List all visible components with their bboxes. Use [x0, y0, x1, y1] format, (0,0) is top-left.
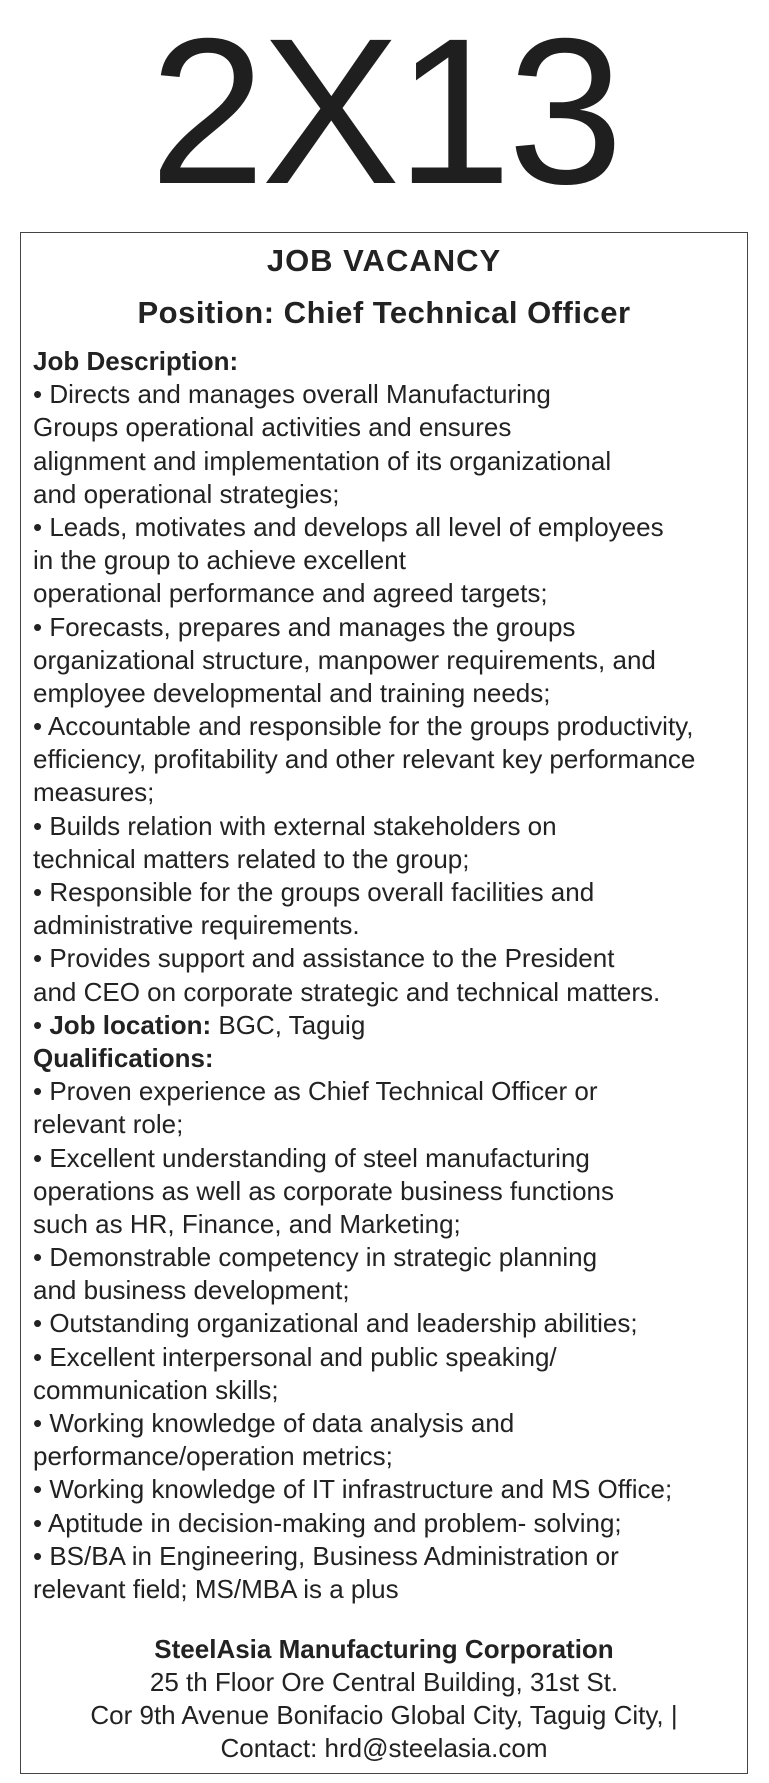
job-description-line: • Directs and manages overall Manufacturing — [33, 379, 551, 410]
job-location-bullet: • — [33, 1009, 43, 1040]
job-description-list — [33, 378, 737, 1009]
job-description-line: efficiency, profitability and other relevant key performance — [33, 744, 696, 775]
job-description-heading: Job Description: — [33, 346, 239, 376]
job-description-line: measures; — [33, 777, 155, 808]
contact-email: Contact: hrd@steelasia.com — [220, 1733, 548, 1763]
job-description-line: • Provides support and assistance to the President — [33, 943, 615, 974]
job-ad-box — [20, 232, 748, 1774]
job-description-line: administrative requirements. — [33, 910, 360, 941]
qualification-line: operations as well as corporate business functions — [33, 1175, 614, 1206]
company-address-line-1: 25 th Floor Ore Central Building, 31st St. — [149, 1667, 619, 1697]
qualification-line: relevant role; — [33, 1109, 184, 1140]
job-description-line: organizational structure, manpower requirements, and — [33, 644, 656, 675]
qualification-line: • Excellent interpersonal and public speaking/ — [33, 1341, 557, 1372]
qualifications-list — [33, 1075, 737, 1606]
qualification-line: • Excellent understanding of steel manufacturing — [33, 1142, 590, 1173]
job-description-line: and CEO on corporate strategic and technical matters. — [33, 976, 661, 1007]
position-title: Position: Chief Technical Officer — [137, 295, 631, 330]
qualification-line: • Outstanding organizational and leadership abilities; — [33, 1308, 638, 1339]
job-description-line: technical matters related to the group; — [33, 843, 470, 874]
job-description-line: operational performance and agreed targets; — [33, 578, 548, 609]
qualifications-heading: Qualifications: — [33, 1042, 214, 1073]
qualification-line: • BS/BA in Engineering, Business Administration or — [33, 1540, 619, 1571]
company-name: SteelAsia Manufacturing Corporation — [154, 1634, 614, 1664]
job-description-line: • Builds relation with external stakeholders on — [33, 810, 557, 841]
job-location-label: Job location: — [49, 1009, 212, 1040]
qualification-line: • Demonstrable competency in strategic planning — [33, 1242, 598, 1273]
job-description-line: • Leads, motivates and develops all level of employees — [33, 511, 664, 542]
qualification-line: • Working knowledge of data analysis and — [33, 1408, 515, 1438]
job-description-line: employee developmental and training needs; — [33, 677, 551, 708]
qualification-line: such as HR, Finance, and Marketing; — [33, 1208, 461, 1239]
job-description-line: Groups operational activities and ensures — [33, 412, 512, 443]
qualification-line: • Working knowledge of IT infrastructure and MS Office; — [33, 1474, 673, 1505]
job-location-line — [33, 1009, 737, 1042]
qualification-line: • Aptitude in decision-making and problem- solving; — [33, 1507, 622, 1538]
ad-content — [33, 345, 737, 1606]
job-description-line: • Accountable and responsible for the groups productivity, — [33, 711, 694, 742]
job-vacancy-title: JOB VACANCY — [266, 243, 502, 278]
company-address-line-2: Cor 9th Avenue Bonifacio Global City, Taguig City, | — [90, 1700, 678, 1730]
job-description-line: in the group to achieve excellent — [33, 545, 406, 576]
qualification-line: and business development; — [33, 1275, 350, 1306]
qualification-line: performance/operation metrics; — [33, 1441, 393, 1472]
job-description-line: and operational strategies; — [33, 478, 340, 509]
job-location-value: BGC, Taguig — [218, 1009, 366, 1040]
qualification-line: • Proven experience as Chief Technical Officer or — [33, 1076, 598, 1107]
job-description-line: • Responsible for the groups overall facilities and — [33, 877, 595, 907]
qualification-line: communication skills; — [33, 1374, 279, 1405]
qualification-line: relevant field; MS/MBA is a plus — [33, 1573, 399, 1604]
ad-footer — [21, 1633, 747, 1765]
job-description-line: alignment and implementation of its organizational — [33, 445, 612, 476]
job-description-line: • Forecasts, prepares and manages the groups — [33, 611, 576, 642]
ad-size-label: 2X13 — [149, 0, 620, 228]
